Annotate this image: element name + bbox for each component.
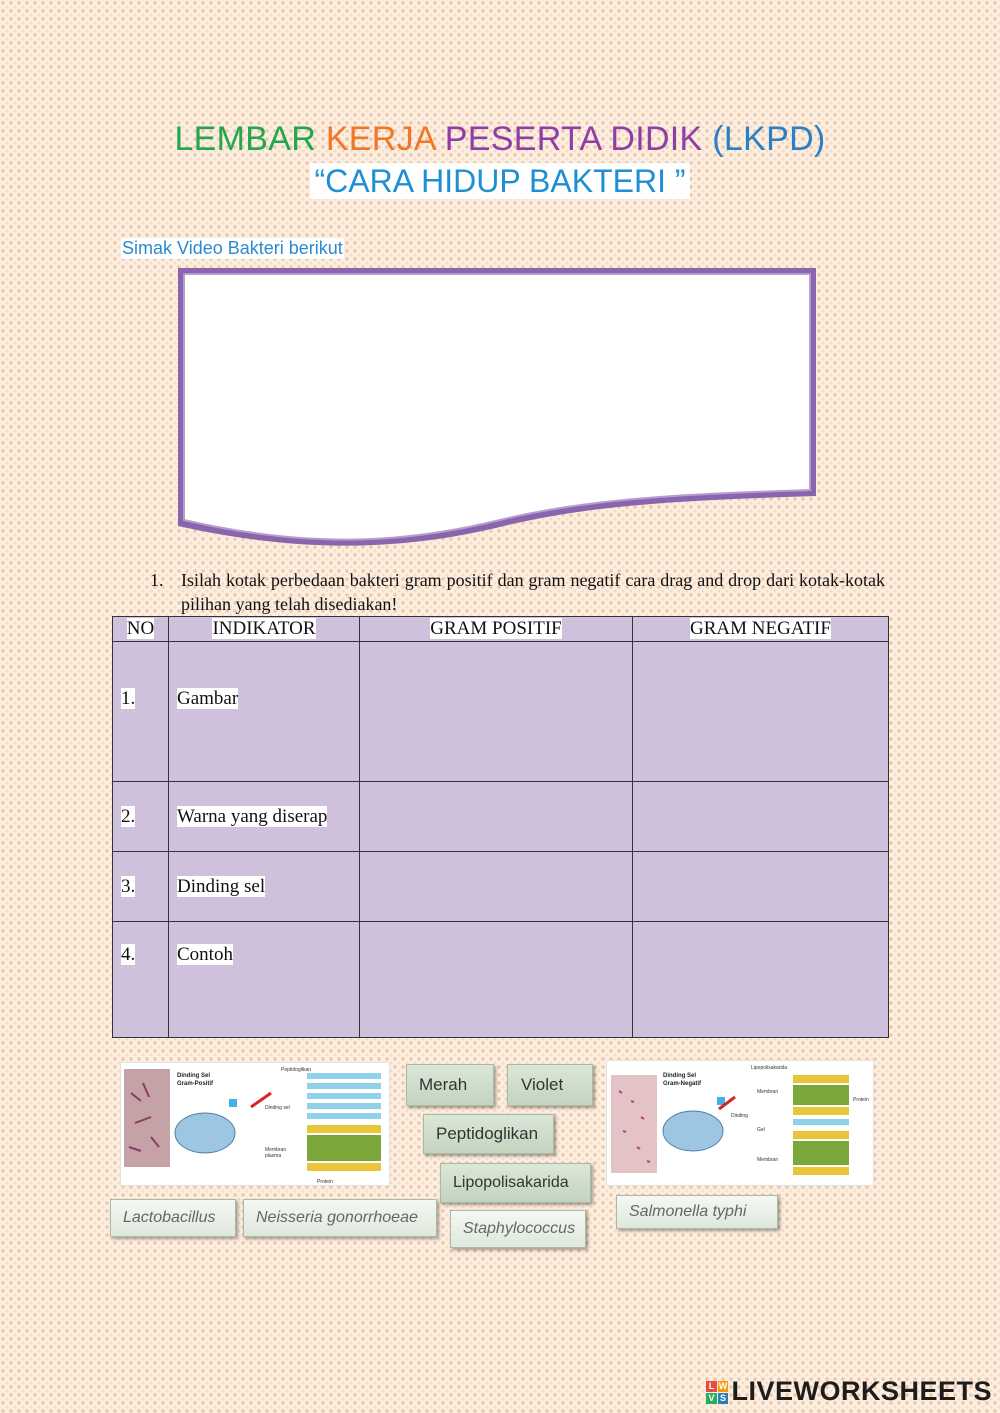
- liveworksheets-logo[interactable]: [706, 1376, 992, 1407]
- gram-negative-diagram: [607, 1061, 873, 1185]
- header-gram-positif-text: GRAM POSITIF: [430, 618, 562, 639]
- row-number-text: 4.: [121, 944, 136, 965]
- gram-negative-image[interactable]: [606, 1060, 874, 1186]
- gn-label-membran-plasma: Membran: [757, 1157, 779, 1163]
- header-indikator-text: INDIKATOR: [212, 618, 316, 639]
- header-gram-positif: [360, 617, 633, 642]
- title-word-peserta-didik: PESERTA DIDIK: [444, 120, 703, 158]
- logo-mark-v: V: [708, 1392, 715, 1403]
- option-lipopolisakarida[interactable]: Lipopolisakarida: [440, 1163, 591, 1203]
- option-neisseria[interactable]: Neisseria gonorrhoeae: [243, 1199, 437, 1237]
- worksheet-title: [0, 120, 1000, 159]
- logo-mark-l: L: [706, 1381, 717, 1392]
- row-number-text: 2.: [121, 805, 136, 827]
- worksheet-subtitle: [0, 163, 1000, 200]
- gram-positive-image[interactable]: [120, 1062, 390, 1186]
- table-row: [113, 922, 889, 1038]
- row-indicator-text: Contoh: [177, 944, 233, 965]
- title-word-lkpd: (LKPD): [712, 120, 826, 158]
- video-label: Simak Video Bakteri berikut: [122, 238, 343, 258]
- liveworksheets-logo-text: LIVEWORKSHEETS: [731, 1376, 992, 1406]
- row-number: [113, 642, 169, 782]
- row-number-text: 3.: [121, 875, 136, 897]
- drop-zone-negatif-warna[interactable]: [633, 782, 889, 852]
- row-indicator: [169, 852, 360, 922]
- gn-label-lps: Lipopolisakarida: [751, 1065, 788, 1071]
- instruction: [150, 568, 885, 616]
- row-indicator: [169, 922, 360, 1038]
- table-header-row: [113, 617, 889, 642]
- instruction-text: Isilah kotak perbedaan bakteri gram positif dan gram negatif cara drag and drop dari kotak-kotak pilihan yang telah disediakan!: [181, 570, 885, 614]
- gp-label-plasma: plasma: [265, 1153, 282, 1159]
- row-indicator: [169, 782, 360, 852]
- gp-title: Dinding Sel: [177, 1073, 210, 1079]
- option-merah[interactable]: Merah: [406, 1064, 494, 1106]
- row-indicator-text: Warna yang diserap: [177, 805, 328, 827]
- option-violet[interactable]: Violet: [507, 1064, 593, 1106]
- gn-label-membran-luar: Membran: [757, 1089, 779, 1095]
- gp-title-2: Gram-Positif: [177, 1081, 214, 1087]
- comparison-table: [112, 616, 889, 1038]
- header-indikator: [169, 617, 360, 642]
- row-number: [113, 922, 169, 1038]
- micrograph-photo: [611, 1075, 657, 1173]
- option-peptidoglikan[interactable]: Peptidoglikan: [423, 1114, 554, 1154]
- gram-positive-diagram: [121, 1063, 389, 1185]
- drop-zone-positif-gambar[interactable]: [360, 642, 633, 782]
- gn-label-protein: Protein: [853, 1097, 869, 1103]
- gp-label-dinding: Dinding sel: [265, 1105, 290, 1111]
- drop-zone-negatif-dinding[interactable]: [633, 852, 889, 922]
- gp-label-peptidoglikan: Peptidoglikan: [281, 1067, 312, 1073]
- option-staphylococcus[interactable]: Staphylococcus: [450, 1210, 586, 1248]
- row-number: [113, 782, 169, 852]
- video-frame[interactable]: [174, 264, 820, 560]
- gn-label-dinding: Dinding: [731, 1113, 748, 1119]
- gp-wall-layers: [307, 1073, 381, 1171]
- table-row: [113, 852, 889, 922]
- title-word-kerja: KERJA: [325, 120, 436, 158]
- row-number: [113, 852, 169, 922]
- gp-cube: [229, 1099, 237, 1107]
- drop-zone-negatif-gambar[interactable]: [633, 642, 889, 782]
- header-gram-negatif: [633, 617, 889, 642]
- row-indicator-text: Dinding sel: [177, 875, 266, 897]
- row-number-text: 1.: [121, 688, 136, 709]
- header-no: [113, 617, 169, 642]
- title-word-lembar: LEMBAR: [174, 120, 317, 158]
- header-gram-negatif-text: GRAM NEGATIF: [690, 618, 831, 639]
- row-indicator-text: Gambar: [177, 688, 239, 709]
- drop-zone-positif-contoh[interactable]: [360, 922, 633, 1038]
- logo-mark-s: S: [719, 1392, 727, 1403]
- liveworksheets-logo-icon: [706, 1381, 728, 1403]
- logo-mark-w: W: [718, 1380, 728, 1391]
- gp-cell-drawing: [175, 1113, 235, 1153]
- drop-zone-negatif-contoh[interactable]: [633, 922, 889, 1038]
- gn-title: Dinding Sel: [663, 1073, 696, 1079]
- table-row: [113, 782, 889, 852]
- gn-wall-layers: [793, 1075, 849, 1175]
- drop-zone-positif-dinding[interactable]: [360, 852, 633, 922]
- row-indicator: [169, 642, 360, 782]
- subtitle-text: “CARA HIDUP BAKTERI ”: [310, 163, 689, 199]
- table-row: [113, 642, 889, 782]
- option-salmonella[interactable]: Salmonella typhi: [616, 1195, 778, 1229]
- header-no-text: NO: [126, 618, 155, 639]
- gn-cell-drawing: [663, 1111, 723, 1151]
- video-frame-border: [174, 264, 820, 560]
- gn-title-2: Gram-Negatif: [663, 1081, 702, 1087]
- drop-zone-positif-warna[interactable]: [360, 782, 633, 852]
- gp-label-membran: Membran: [265, 1147, 287, 1153]
- gp-label-protein: Protein: [317, 1179, 333, 1185]
- instruction-number: 1.: [150, 570, 164, 590]
- option-lactobacillus[interactable]: Lactobacillus: [110, 1199, 236, 1237]
- gn-label-gel: Gel: [757, 1127, 765, 1133]
